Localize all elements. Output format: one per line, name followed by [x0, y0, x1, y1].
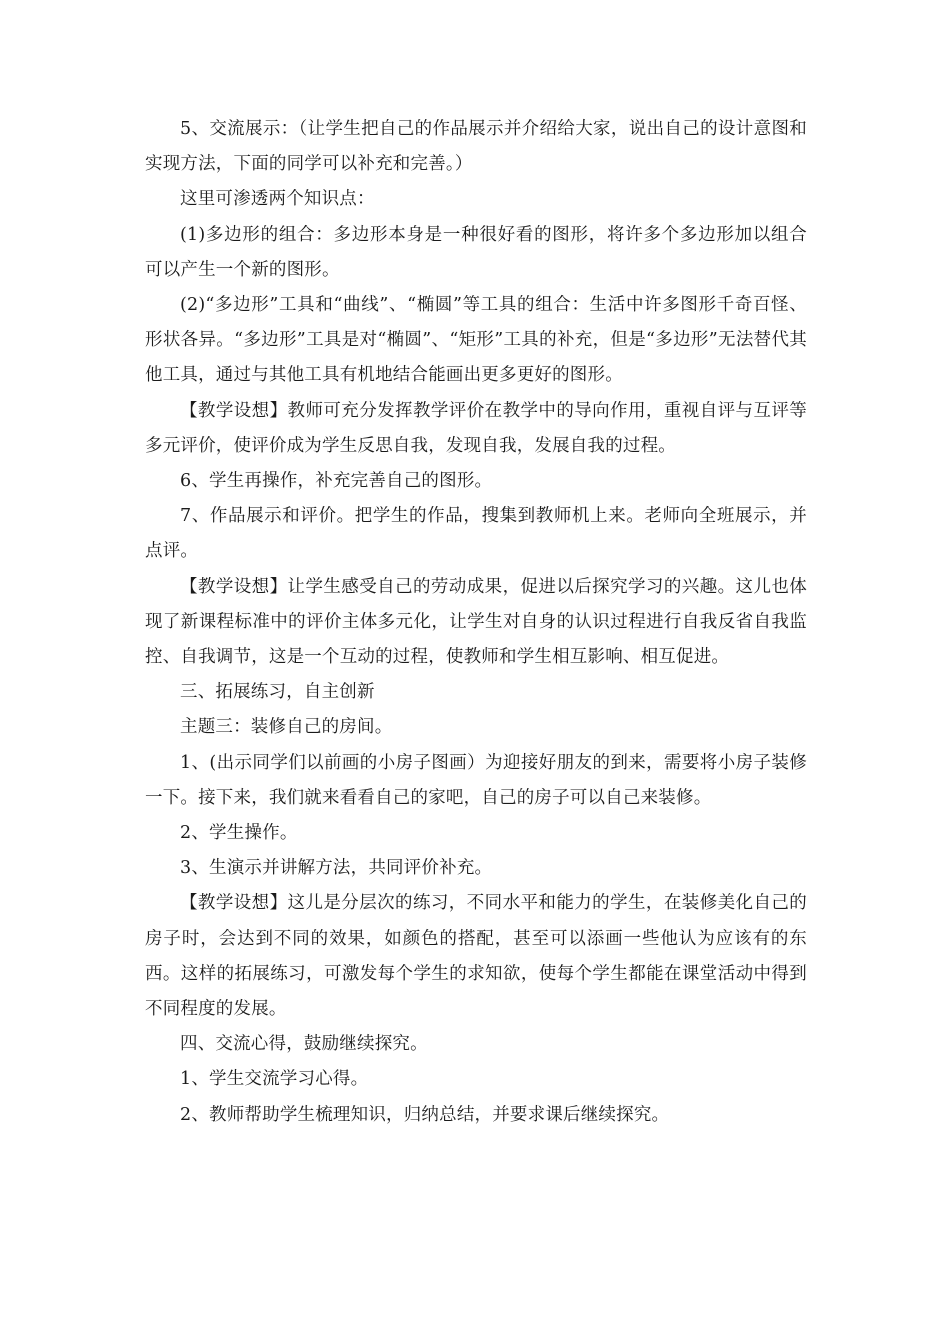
paragraph: (2)“多边形”工具和“曲线”、“椭圆”等工具的组合：生活中许多图形千奇百怪、形状各异。“多边形”工具是对“椭圆”、“矩形”工具的补充，但是“多边形”无法替代其他工具，通过与其他工具有机地结合能画出更多更好的图形。 [145, 295, 807, 386]
paragraph: 2、学生操作。 [180, 823, 298, 844]
paragraph: 【教学设想】这儿是分层次的练习，不同水平和能力的学生，在装修美化自己的房子时，会达到不同的效果，如颜色的搭配，甚至可以添画一些他认为应该有的东西。这样的拓展练习，可激发每个学生的求知欲，使每个学生都能在课堂活动中得到不同程度的发展。 [145, 893, 807, 1020]
paragraph: 5、交流展示：（让学生把自己的作品展示并介绍给大家，说出自己的设计意图和实现方法，下面的同学可以补充和完善。） [145, 119, 807, 175]
paragraph: 1、(出示同学们以前画的小房子图画）为迎接好朋友的到来，需要将小房子装修一下。接下来，我们就来看看自己的家吧，自己的房子可以自己来装修。 [145, 752, 807, 808]
paragraph: 3、生演示并讲解方法，共同评价补充。 [180, 858, 493, 879]
paragraph: 6、学生再操作，补充完善自己的图形。 [180, 471, 493, 492]
section-heading: 三、拓展练习，自主创新 [180, 682, 375, 703]
document-body [145, 112, 807, 1133]
paragraph: 1、学生交流学习心得。 [180, 1069, 369, 1090]
paragraph: 【教学设想】让学生感受自己的劳动成果，促进以后探究学习的兴趣。这儿也体现了新课程标准中的评价主体多元化，让学生对自身的认识过程进行自我反省自我监控、自我调节，这是一个互动的过程，使教师和学生相互影响、相互促进。 [145, 576, 807, 668]
section-heading: 四、交流心得，鼓励继续探究。 [180, 1034, 428, 1055]
paragraph: 主题三：装修自己的房间。 [180, 717, 393, 738]
paragraph: 7、作品展示和评价。把学生的作品，搜集到教师机上来。老师向全班展示，并点评。 [145, 506, 807, 562]
paragraph: 2、教师帮助学生梳理知识，归纳总结，并要求课后继续探究。 [180, 1104, 670, 1125]
paragraph: 这里可渗透两个知识点： [180, 189, 375, 210]
paragraph: 【教学设想】教师可充分发挥教学评价在教学中的导向作用，重视自评与互评等多元评价，使评价成为学生反思自我，发现自我，发展自我的过程。 [145, 400, 807, 456]
paragraph: (1)多边形的组合：多边形本身是一种很好看的图形，将许多个多边形加以组合可以产生一个新的图形。 [145, 224, 807, 280]
